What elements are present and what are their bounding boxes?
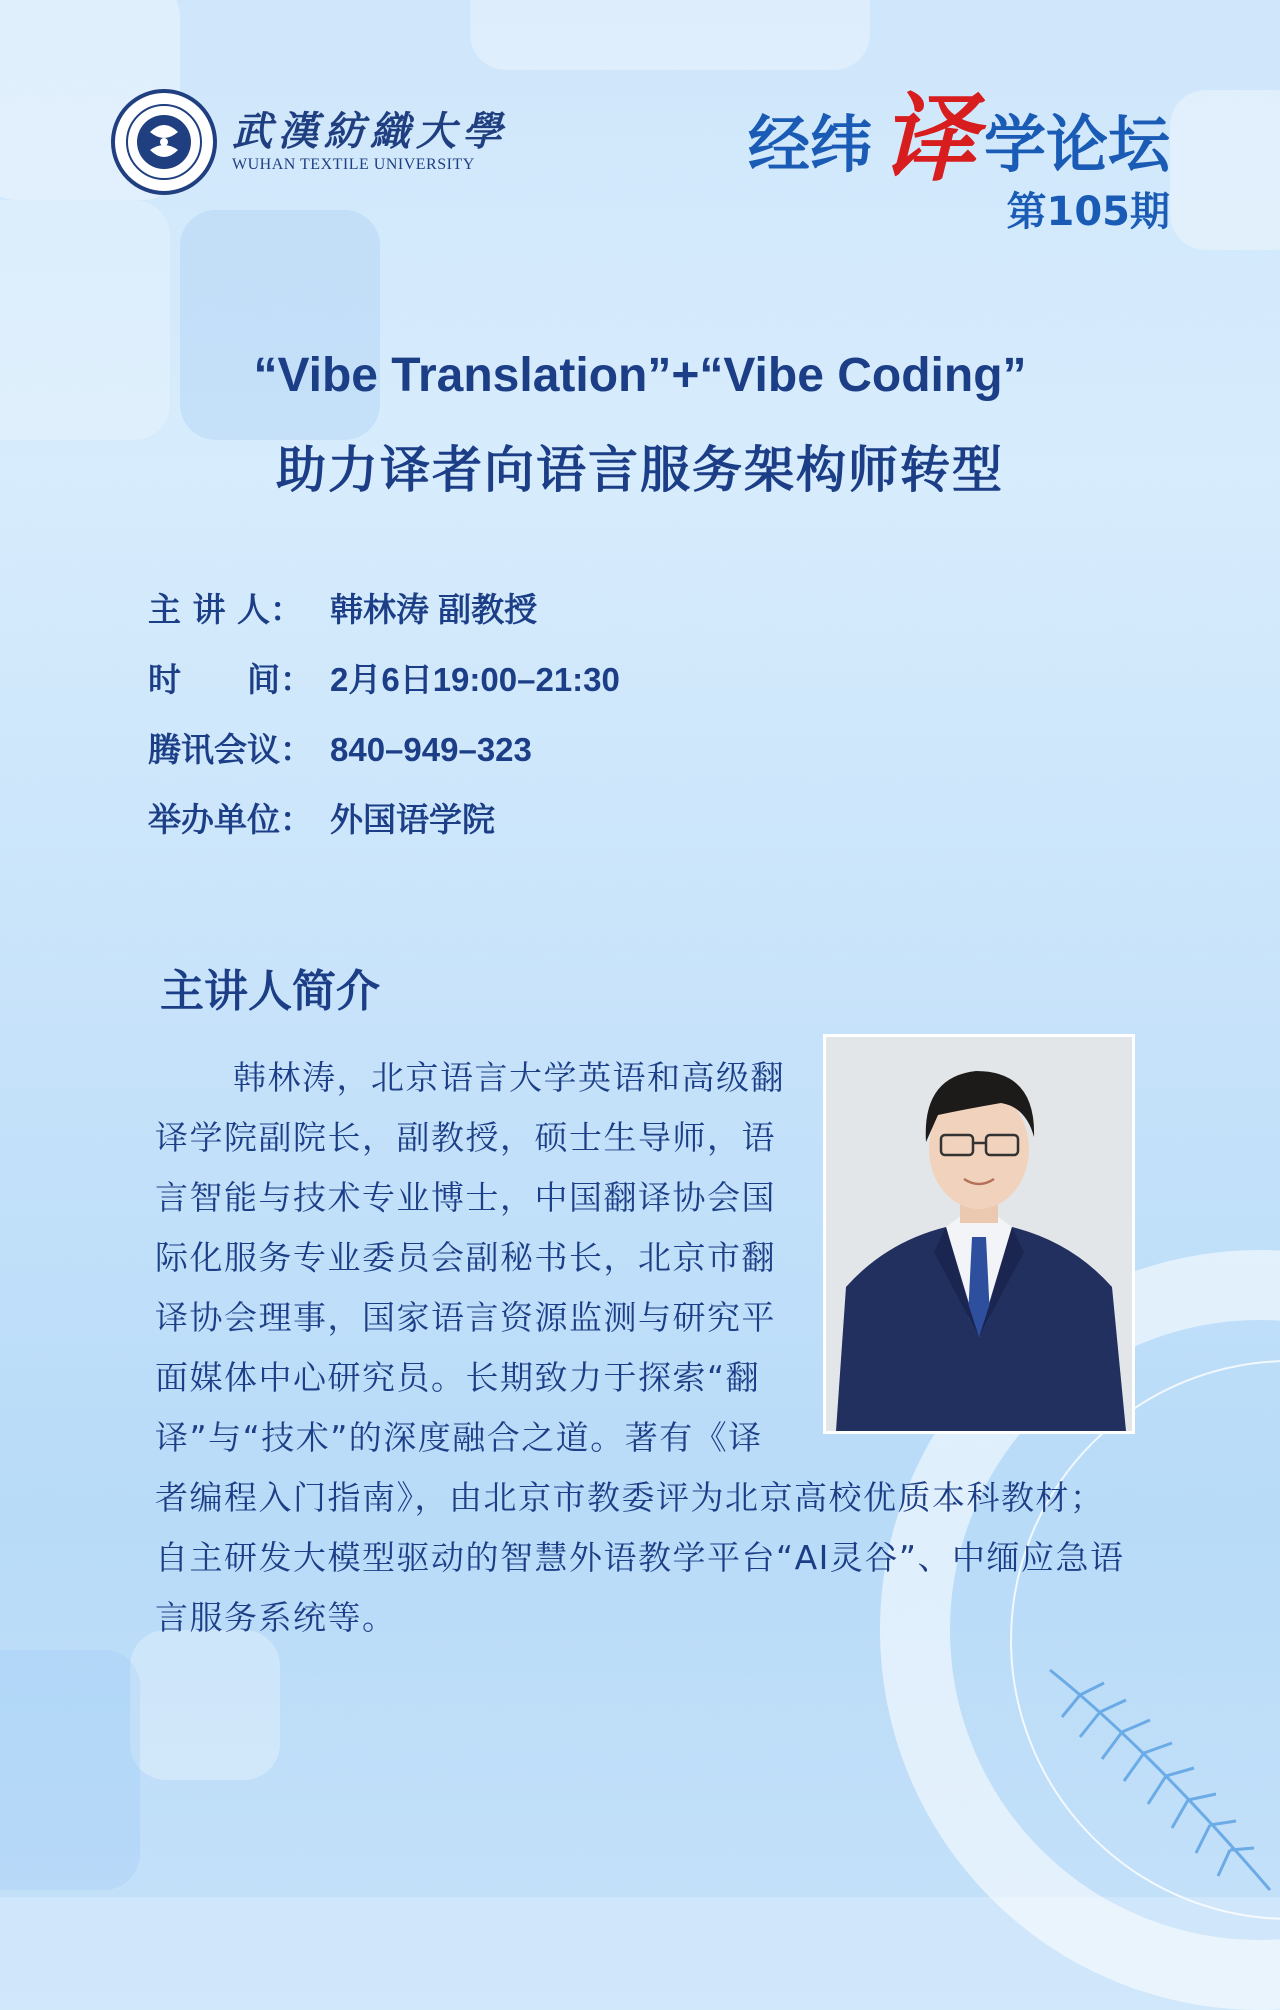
- forum-title-part2: 学论坛: [983, 108, 1170, 181]
- university-seal-icon: [110, 88, 218, 196]
- detail-value: 外国语学院: [330, 801, 495, 838]
- detail-value: 2月6日19:00–21:30: [330, 661, 620, 698]
- decor-square: [130, 1630, 280, 1780]
- detail-label: 腾讯会议：: [148, 730, 313, 769]
- forum-header: [747, 82, 1170, 236]
- forum-title-highlight: 译: [879, 82, 976, 195]
- fern-leaf-icon: [1030, 1660, 1280, 1897]
- detail-row-time: [148, 656, 620, 726]
- forum-title: [747, 82, 1170, 195]
- bio-text: 韩林涛，北京语言大学英语和高级翻译学院副院长，副教授，硕士生导师，语言智能与技术专业博士，中国翻译协会国际化服务专业委员会副秘书长，北京市翻译协会理事，国家语言资源监测与研究平面媒体中心研究员。长期致力于探索“翻译”与“技术”的深度融合之道。著有《译者编程入门指南》，由北京市教委评为北京高校优质本科教材；自主研发大模型驱动的智慧外语教学平台“AI灵谷”、中缅应急语言服务系统等。: [155, 1058, 1125, 1637]
- lecture-title-cn: 助力译者向语言服务架构师转型: [276, 441, 1004, 499]
- university-logo: [110, 88, 508, 196]
- university-name-en: WUHAN TEXTILE UNIVERSITY: [232, 156, 475, 173]
- lecture-title-en: “Vibe Translation”+“Vibe Coding”: [253, 349, 1027, 402]
- decor-square: [0, 1650, 140, 1890]
- detail-label: 举办单位：: [148, 800, 313, 839]
- forum-issue: 第105期: [1006, 189, 1170, 235]
- bio-section: [155, 1048, 1135, 1648]
- speaker-portrait-icon: [826, 1037, 1132, 1431]
- detail-label: 时 间：: [148, 660, 313, 699]
- lecture-details: [148, 586, 620, 866]
- speaker-photo: [823, 1034, 1135, 1434]
- university-name-cn: 武漢紡織大學: [232, 108, 508, 155]
- decor-square: [1170, 90, 1280, 250]
- decor-square: [0, 200, 170, 440]
- detail-row-organizer: [148, 796, 620, 866]
- detail-label: 主 讲 人：: [148, 590, 303, 629]
- detail-row-meeting: [148, 726, 620, 796]
- detail-value: 840–949–323: [330, 731, 532, 768]
- forum-title-part1: 经纬: [747, 108, 872, 181]
- decor-square: [180, 210, 380, 440]
- decor-square: [470, 0, 870, 70]
- detail-row-speaker: [148, 586, 620, 656]
- bio-heading: 主讲人简介: [160, 966, 380, 1017]
- detail-value: 韩林涛 副教授: [330, 591, 538, 628]
